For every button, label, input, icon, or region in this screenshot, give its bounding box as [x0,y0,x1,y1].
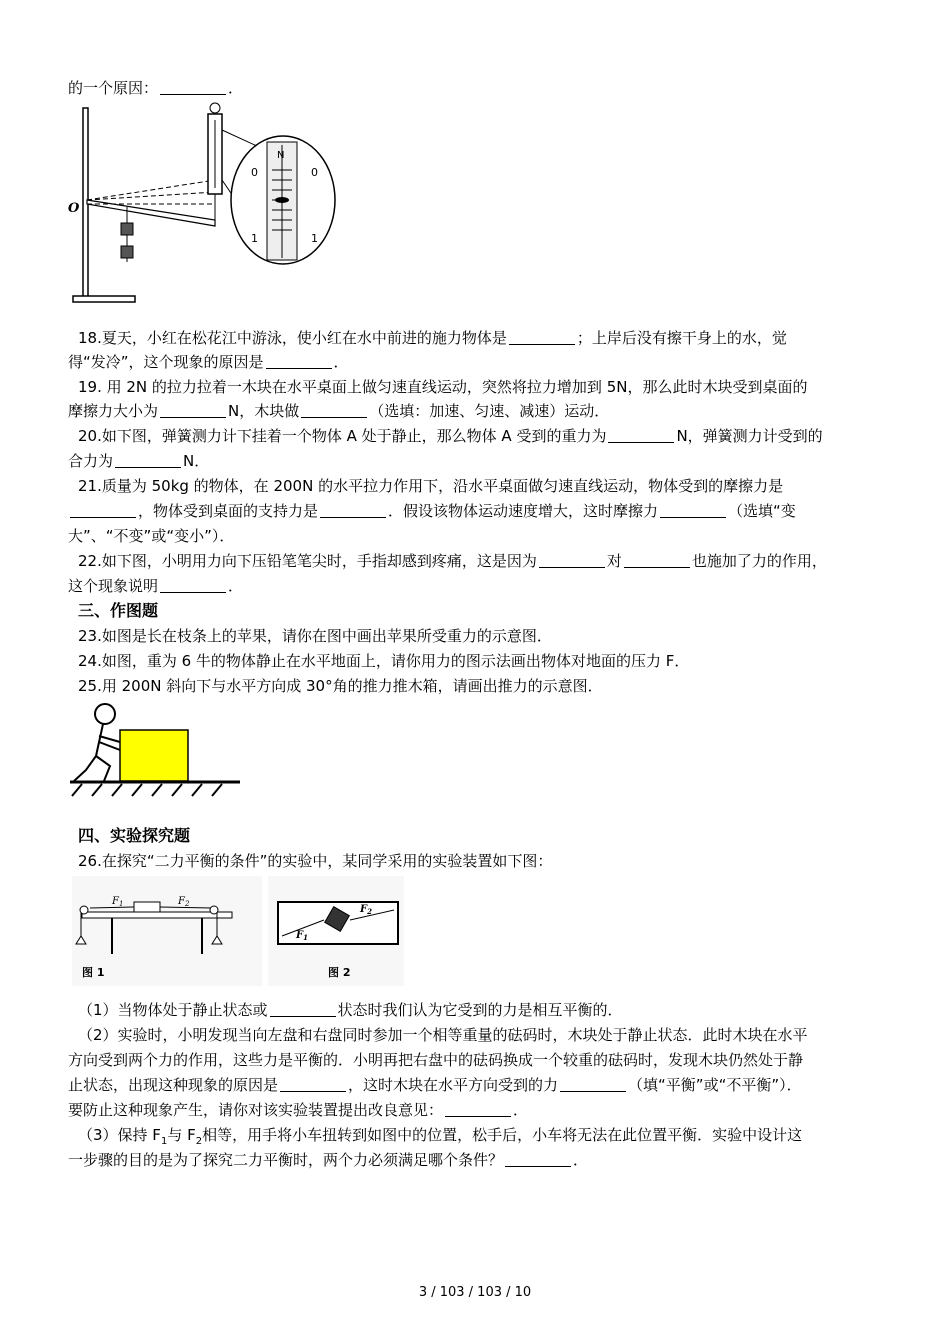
text: （选填“变 [728,502,796,520]
text: 的一个原因： [68,79,159,97]
text: 得“发冷”，这个现象的原因是 [68,353,264,371]
text: ． [573,1151,589,1169]
answer-blank[interactable] [608,427,674,443]
text: 止状态，出现这种现象的原因是 [68,1076,279,1094]
text: 方向受到两个力的作用，这些力是平衡的．小明再把右盘中的砝码换成一个较重的砝码时，发现木块仍然处于静 [68,1051,804,1069]
question-24: 24.如图，重为 6 牛的物体静止在水平地面上，请你用力的图示法画出物体对地面的压力 F． [78,652,690,670]
answer-blank[interactable] [539,552,605,568]
box-push-figure [68,700,243,802]
text: 一步骤的目的是为了探究二力平衡时，两个力必须满足哪个条件？ [68,1151,504,1169]
answer-blank[interactable] [115,452,181,468]
answer-blank[interactable] [660,502,726,518]
question-20-line2 [68,451,209,471]
text: 19. 用 2N 的拉力拉着一木块在水平桌面上做匀速直线运动，突然将拉力增加到 5N，那么此时木块受到桌面的 [78,378,808,396]
text: N． [183,452,210,470]
force-f1-label: $F_1$ [112,896,124,908]
text-line [68,78,243,98]
subscript: 2 [195,1136,203,1147]
text: 20.如下图，弹簧测力计下挂着一个物体 A 处于静止，那么物体 A 受到的重力为 [78,427,607,445]
text: 这个现象说明 [68,577,159,595]
question-19-line1 [78,377,807,397]
answer-blank[interactable] [509,329,575,345]
question-20-line1 [78,426,823,446]
scale-mark-right-0: 0 [311,166,318,179]
figure-1-table-apparatus [72,876,262,986]
question-23: 23.如图是长在枝条上的苹果，请你在图中画出苹果所受重力的示意图． [78,627,552,645]
q26-part3-line2 [68,1150,588,1170]
q26-part2-line2 [68,1050,803,1070]
text: 摩擦力大小为 [68,402,159,420]
page-number: 3 / 103 / 103 / 10 [418,1285,532,1300]
figure-2-caption: 图 2 [328,966,351,979]
figure-1-caption: 图 1 [82,966,105,979]
question-21-line2 [68,501,796,521]
question-18-line2 [68,352,349,372]
text: N，弹簧测力计受到的 [676,427,823,445]
question-26: 26.在探究“二力平衡的条件”的实验中，某同学采用的实验装置如下图： [78,852,553,870]
answer-blank[interactable] [301,402,367,418]
text: ．假设该物体运动速度增大，这时摩擦力 [388,502,659,520]
text: 合力为 [68,452,114,470]
text: 21.质量为 50kg 的物体，在 200N 的水平拉力作用下，沿水平桌面做匀速直线运动，物体受到的摩擦力是 [78,477,784,495]
text: 18.夏天，小红在松花江中游泳，使小红在水中前进的施力物体是 [78,329,507,347]
question-25: 25.用 200N 斜向下与水平方向成 30°角的推力推木箱，请画出推力的示意图． [78,677,603,695]
wooden-box [120,730,188,781]
answer-blank[interactable] [624,552,690,568]
answer-blank[interactable] [445,1101,511,1117]
text: 与 F [167,1126,196,1144]
text: ． [333,353,349,371]
question-22-line1 [78,551,827,571]
question-18-line1 [78,328,787,348]
answer-blank[interactable] [160,577,226,593]
lever-spring-scale-figure [65,100,350,310]
answer-blank[interactable] [280,1076,346,1092]
subscript: 1 [160,1136,168,1147]
q26-part2-line4 [68,1100,528,1120]
force-f2-label: $F_2$ [178,896,190,908]
answer-blank[interactable] [160,402,226,418]
text: 要防止这种现象产生，请你对该实验装置提出改良意见： [68,1101,444,1119]
answer-blank[interactable] [266,353,332,369]
q26-part1 [78,1000,623,1020]
text: N，木块做 [228,402,300,420]
section-heading-3: 三、作图题 [78,601,159,620]
figure-2-card-apparatus [268,876,404,986]
text: 22.如下图，小明用力向下压铅笔笔尖时，手指却感到疼痛，这是因为 [78,552,537,570]
question-21-line1 [78,476,783,496]
text: ． [228,79,244,97]
answer-blank[interactable] [505,1151,571,1167]
text: 状态时我们认为它受到的力是相互平衡的． [337,1001,623,1019]
force-f1-label: $F_1$ [296,930,308,942]
text: ，物体受到桌面的支持力是 [138,502,319,520]
text: 相等，用手将小车扭转到如图中的位置，松手后，小车将无法在此位置平衡．实验中设计这 [202,1126,803,1144]
q26-part2-line1 [78,1025,808,1045]
force-f2-label: $F_2$ [360,904,372,916]
text: ． [513,1101,529,1119]
answer-blank[interactable] [560,1076,626,1092]
text: ，这时木块在水平方向受到的力 [348,1076,559,1094]
text: 大”、“不变”或“变小”）． [68,527,235,545]
q26-part2-line3 [68,1075,802,1095]
question-21-line3 [68,526,234,546]
scale-mark-left-0: 0 [251,166,258,179]
text: 也施加了力的作用， [691,552,827,570]
answer-blank[interactable] [160,79,226,95]
text: （1）当物体处于静止状态或 [78,1001,268,1019]
text: ；上岸后没有擦干身上的水，觉 [576,329,787,347]
text: （3）保持 F [78,1126,161,1144]
text: （2）实验时，小明发现当向左盘和右盘同时参加一个相等重量的砝码时，木块处于静止状态．此时木块在水平 [78,1026,808,1044]
q26-part3-line1 [78,1125,802,1152]
text: ． [228,577,244,595]
answer-blank[interactable] [70,502,136,518]
pivot-label: O [68,201,80,216]
answer-blank[interactable] [320,502,386,518]
scale-unit-label: N [277,150,285,161]
scale-mark-left-1: 1 [251,232,258,245]
section-heading-4: 四、实验探究题 [78,826,191,845]
text: （选填：加速、匀速、减速）运动． [369,402,610,420]
scale-mark-right-1: 1 [311,232,318,245]
question-22-line2 [68,576,243,596]
text: 对 [606,552,622,570]
text: （填“平衡”或“不平衡”）． [628,1076,802,1094]
answer-blank[interactable] [270,1001,336,1017]
question-19-line2 [68,401,609,421]
